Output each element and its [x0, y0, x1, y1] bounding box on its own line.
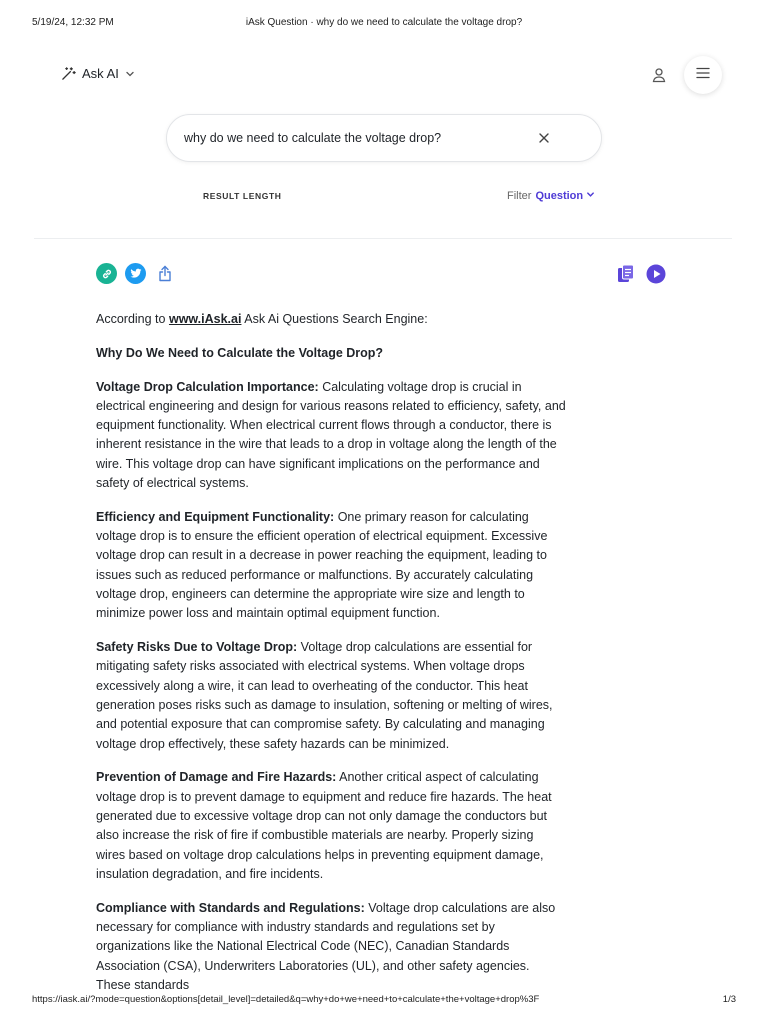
answer-heading-text: Why Do We Need to Calculate the Voltage Drop?	[96, 345, 384, 360]
section-body: Calculating voltage drop is crucial in electrical engineering and design for various reasons related to efficiency, safety, and equipment functionality. When electrical current flows through a conductor, there is inherent resistance in the wire that leads to a drop in voltage along the length of the wire. This voltage drop can have significant implications on the performance and safety of electrical systems.	[96, 379, 566, 491]
ask-ai-dropdown[interactable]	[61, 66, 135, 81]
section-title: Safety Risks Due to Voltage Drop:	[96, 640, 298, 655]
print-datetime: 5/19/24, 12:32 PM	[32, 17, 114, 28]
search-box	[166, 114, 602, 162]
filter-value: Question	[535, 190, 584, 202]
play-icon[interactable]	[646, 264, 666, 289]
menu-button[interactable]	[684, 56, 722, 94]
filter-dropdown[interactable]	[535, 190, 595, 202]
filter-control[interactable]	[507, 190, 595, 202]
section-title: Prevention of Damage and Fire Hazards:	[96, 770, 337, 785]
answer-intro	[96, 310, 566, 329]
ask-ai-label: Ask AI	[82, 66, 119, 81]
intro-suffix: Ask Ai Questions Search Engine:	[241, 312, 428, 326]
link-icon[interactable]	[96, 263, 117, 284]
search-input[interactable]	[184, 128, 524, 148]
intro-prefix: According to	[96, 312, 169, 326]
iask-link[interactable]: www.iAsk.ai	[168, 312, 242, 326]
answer-section	[96, 378, 566, 494]
answer-tools	[616, 263, 666, 290]
print-title: iAsk Question · why do we need to calculate the voltage drop?	[245, 17, 523, 28]
share-icon[interactable]	[154, 263, 175, 284]
print-url: https://iask.ai/?mode=question&options[detail_level]=detailed&q=why+do+we+need+to+calculate+the+voltage+drop%3F	[32, 994, 540, 1005]
options-row	[0, 190, 768, 206]
answer-section	[96, 899, 566, 995]
print-footer	[0, 994, 768, 1008]
top-bar	[0, 56, 768, 96]
section-body: Another critical aspect of calculating voltage drop is to prevent damage to equipment and reduce fire hazards. The heat generated due to excessive voltage drop can not only damage the conductors but also increase the risk of fire if combustible materials are nearby. Properly sizing wires based on voltage drop calculations helps in preventing equipment damage, insulation degradation, and fire incidents.	[96, 770, 552, 881]
filter-label: Filter	[507, 190, 532, 202]
answer-section	[96, 768, 566, 884]
answer-section	[96, 508, 566, 624]
hamburger-menu-icon	[696, 66, 710, 84]
chevron-down-icon	[586, 190, 595, 202]
print-header	[0, 17, 768, 31]
close-icon[interactable]	[537, 131, 551, 145]
answer-section	[96, 638, 566, 754]
magic-wand-icon	[61, 66, 76, 81]
section-body: Voltage drop calculations are also necessary for compliance with industry standards and regulations set by organizations like the National Electrical Code (NEC), Canadian Standards Association (CSA), Underwriters Laboratories (UL), and other safety agencies. These standards	[96, 900, 556, 992]
section-body: Voltage drop calculations are essential for mitigating safety risks associated with electrical systems. When voltage drops excessively along a wire, it can lead to overheating of the conductor. This heat generation poses risks such as damage to insulation, softening or melting of wires, and potential exposure that can compromise safety. By calculating and managing voltage drop effectively, these safety hazards can be minimized.	[96, 640, 553, 751]
section-title: Voltage Drop Calculation Importance:	[96, 379, 319, 394]
copy-icon[interactable]	[616, 263, 636, 290]
divider	[34, 238, 732, 239]
chevron-down-icon	[125, 69, 135, 79]
section-title: Compliance with Standards and Regulations:	[96, 900, 365, 915]
section-body: One primary reason for calculating voltage drop is to ensure the efficient operation of electrical equipment. Excessive voltage drop can result in a decrease in power reaching the equipment, leading to issues such as reduced performance or malfunctions. By accurately calculating voltage drop, engineers can determine the appropriate wire size and length to minimize power loss and maintain optimal equipment function.	[96, 509, 548, 621]
user-icon[interactable]	[651, 67, 667, 83]
answer-content	[96, 310, 566, 1010]
section-title: Efficiency and Equipment Functionality:	[96, 509, 335, 524]
print-page-number: 1/3	[722, 994, 736, 1005]
answer-heading	[96, 344, 566, 363]
twitter-icon[interactable]	[125, 263, 146, 284]
share-actions	[96, 263, 175, 284]
result-length-label[interactable]: RESULT LENGTH	[203, 191, 282, 201]
